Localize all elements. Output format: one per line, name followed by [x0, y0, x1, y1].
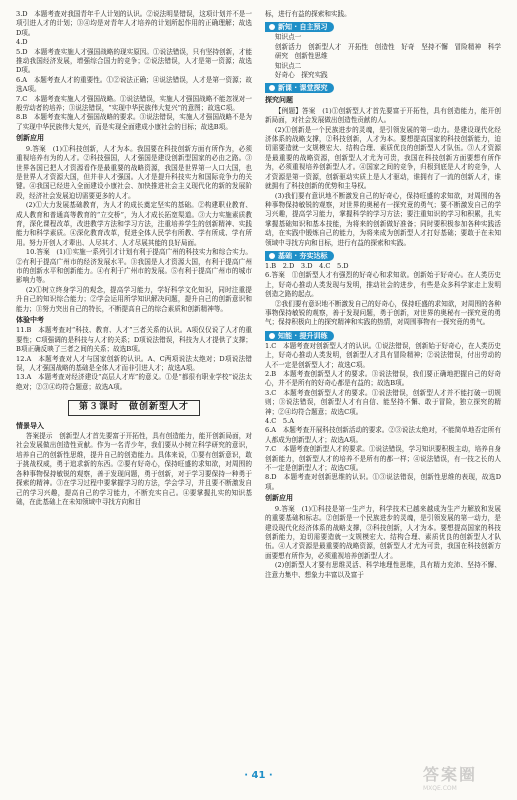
answer-item: 4.C 5.A — [265, 417, 294, 426]
section-title-exam: 体验中考 — [16, 316, 44, 324]
bar-label: 基础 · 夯实达标 — [278, 251, 328, 260]
lesson-heading — [16, 400, 252, 415]
answer-item: 9.答案 (1)①科技是第一生产力，科学技术已越来越成为生产力解放和发展的重要基础和标志。②创新是一个民族进步的灵魂，是引领发展的第一动力，是建设现代化经济体系的战略支撑，③科技创新，人才为本。要想提高国家的科技创新能力，迫切需要造就一支规模宏大、结构合理、素质优良的创新型人才队伍。④人才资源是最重要的战略资源，创新型人才尤为可贵，我国在科技创新方面要想有所作为，必须重视培养创新型人才。 — [265, 504, 501, 560]
bullet-icon — [269, 24, 275, 30]
section-title-explore: 探究问题 — [265, 96, 293, 105]
answer-item: 11.B 本题考查对“科技、教育、人才”三者关系的认识。A项仅仅说了人才的重要性；C项强调的是科技与人才的关系；D项说法错误，科技为人才提供了支撑；B项正确反映了三者之间的关系；故选B项。 — [16, 326, 252, 354]
answer-item: (2)①大力发展基础教育，为人才的成长奠定坚实的基础。②构建职业教育、成人教育和普通高等教育的“立交桥”，为人才成长拓宽渠道。③大力实施素质教育，深化课程改革，改进教学方法和学习方法，注重培养学生的创新精神、实践能力和科学素质。④深化教育改革，促进全体人民学有所教、学有所成、学有所用。努力开创人才辈出、人尽其才、人才尽展其能的良好局面。 — [16, 201, 252, 247]
answer-item: 7.C 本题考查实施人才强国战略。①说法错误，实施人才强国战略不能忽视对一般劳动者的培养；③说法错误，“实现中华民族伟大复兴”的意图；故选C项。 — [16, 94, 252, 113]
answer-item: 4.D — [16, 38, 28, 47]
answer-item: 【例题】答案 (1)①创新型人才首先要富于开拓性，具有创造能力，能开创新局面，对社会发展做出创造性贡献的人。 — [265, 106, 501, 125]
answer-item: ②我们要有意识地不断激发自己的好奇心，保持旺盛的求知欲，对周围的各种事物保持敏锐的观察，善于发现问题，勇于创新，对世界的奥秘有一探究竟的勇气；保持积极向上的探究精神和实践的热情，对周围事物有一探究竟的勇气。 — [265, 299, 501, 327]
answer-item: (2)创新型人才要有思维灵活、科学地理性思维，具有精力充沛、坚持不懈、注意力集中、想象力丰富以及富于 — [265, 561, 501, 579]
answer-item: 12.A 本题考查对人才与国家创新的认识。A、C两项说法太绝对；D项说法错误，人才强国战略的基础是全体人才而非引进人才；故选A项。 — [16, 354, 252, 373]
answer-item: 6.A 本题考查人才的重要性。①②说法正确；④说法错误，人才是第一资源；故选A项。 — [16, 75, 252, 94]
watermark-url: MXQE.COM — [423, 785, 457, 792]
answer-item: 5.D 本题考查实施人才强国战略的现实原因。①说法错误，只有坚持创新，才能推动我国经济发展，增强综合国力的竞争；②说法错误，人才是第一资源；故选D项。 — [16, 47, 252, 75]
bullet-icon — [269, 85, 275, 91]
answer-item: 1.C 本题考查对创新型人才的认识。①说法错误，创新始于好奇心，在人类历史上，好奇心推动人类发明，创新型人才具有冒险精神；②说法错误，付出劳动的人不一定是创新型人才；故选C项。 — [265, 341, 501, 369]
answer-item: (2)①树立终身学习的观念，提高学习能力，学好科学文化知识，同时注重提升自己的知识综合能力；②学会运用所学知识解决问题，提升自己的创新意识和能力；③努力突出自己的特长，不断提高自己的综合素质和创新精神等。 — [16, 285, 252, 313]
answer-item: 6.答案 ①创新型人才有强烈的好奇心和求知欲。创新始于好奇心。在人类历史上，好奇心推动人类发现与发明，推动社会的进步，有些是众多科学家走上发明创造之路的起点。 — [265, 271, 501, 299]
bullet-icon — [269, 333, 275, 339]
page-number: · 41 · — [244, 770, 273, 781]
knowledge-point-answers: 创新活力 创新型人才 开拓性 创造性 好奇 坚持不懈 冒险精神 科学研究 创新性思维 — [274, 42, 501, 61]
answer-item: (3)我们要有意识地不断激发自己的好奇心，保持旺盛的求知欲，对周围的各种事物保持敏锐的观察，对世界的奥秘有一探究竟的勇气；要不断激发自己的学习兴趣，提高学习能力，掌握科学的学习方法；要注重知识的学习和积累，扎实掌握基础知识和基本技能，为将来的创新做好准备；同时要积极参加各种实践活动，在实践中锻炼自己的能力，为将来成为创新型人才打好基础；要敢于在未知领域中寻找方向和目标，进行有益的探索和实践。 — [265, 191, 501, 247]
watermark-text: 答案圈 — [423, 765, 478, 784]
answer-item: 13.A 本题考查对经济建设“高层人才库”的意义。①是“都很有职业学校”说法太绝对；②③④均符合题意；故选A项。 — [16, 373, 252, 391]
answer-item: 7.C 本题考查创新型人才的要求。①说法错误，学习知识要积极主动，培养自身创新能力，创新型人才的培养不是所有的都一样；④说法错误，有一技之长的人不一定是创新型人才；故选C项。 — [265, 445, 501, 473]
answer-item: 6.A 本题考查开展科技创新活动的要求。②③说法太绝对，不能简单地否定所有人都成为创新型人才；故选A项。 — [265, 426, 501, 444]
knowledge-point-title: 知识点一 — [274, 33, 302, 42]
section-bar-improve — [265, 331, 334, 341]
section-bar-explore — [265, 83, 334, 93]
answer-item: 9.答案 (1)①科技创新，人才为本。我国要在科技创新方面有所作为，必须重视培养有为的人才。②科技强国，人才强国是建设创新型国家的必由之路。③世界各国已把人才资源看作是最重要的战略资源，我国是世界第一人口大国，也是世界人才资源大国，但并非人才强国。人才是提升科技实力和国际竞争力的关键。④我国已经进入全面建设小康社会、加快推进社会主义现代化的新的发展阶段，经济社会发展迫切需要更多的人才。 — [16, 144, 252, 200]
answer-item: 3.D 本题考查对我国青年千人计划的认识。②说法明显错误，这项计划并不是一项引进人才的计划；③④均是对青年人才培养的计划所起作用的正确理解；故选D项。 — [16, 10, 252, 37]
knowledge-point-answers: 好奇心 探究实践 — [274, 71, 328, 80]
bar-label: 知能 · 提升训练 — [278, 331, 328, 340]
answer-item: 3.C 本题考查创新型人才的要求。①说法错误，创新型人才并不能打破一切规则；③说法错误，创新型人才有自信、能坚持不懈、敢于冒险，独立探究的精神；②④均符合题意；故选C项。 — [265, 388, 501, 416]
answer-item: 标，进行有益的探索和实践。 — [265, 10, 351, 18]
lesson-title: 第３课时 做创新型人才 — [68, 400, 200, 415]
section-bar-preview — [265, 22, 334, 32]
answer-item: 1.B 2.D 3.D 4.C 5.D — [265, 261, 349, 270]
answer-item: 答案提示 创新型人才首先要富于开拓性，具有创造能力，能开创新局面，对社会发展做出创造性贡献。作为一名青少年，我们要从小树立科学研究的意识，培养自己的创新性思维，提升自己的创造能力。具体来说，①要有创新意识，敢于挑战权威，勇于追求新的东西。②要有好奇心，保持旺盛的求知欲，对周围的各种事物保持敏锐的观察，善于发现问题，勇于创新，对于学习要保持一种勇于探索的精神。③在学习过程中要掌握学习的方法，学会学习，并且要不断激发自己的学习兴趣，提高自己的学习能力，不断充实自己。④要掌握扎实的知识基础，在此基础上在未知领域中寻找方向和目 — [16, 432, 252, 506]
bar-label: 新知 · 自主预习 — [278, 23, 328, 32]
bullet-icon — [269, 253, 275, 259]
right-column — [265, 10, 501, 580]
answer-item: 8.B 本题考查实施人才强国战略的要求。③说法错误，实施人才强国战略不是为了实现中华民族伟大复兴，而是实现全面建成小康社会的目标；故选B项。 — [16, 113, 252, 131]
answer-item: 2.B 本题考查创新型人才的要求。③说法错误，我们要正确地把握自己的好奇心，并不是所有的好奇心都是有益的；故选B项。 — [265, 370, 501, 388]
answer-item: 8.D 本题考查对创新思维的认识。①③说法错误，创新性思维的表现，故选D项。 — [265, 473, 501, 491]
answer-item: 10.答案 (1)①实施一系列引才计划有利于提高广州的科技实力和综合实力。②有利于提高广州市的经济发展水平。③我国是人才资源大国，有利于提高广州市的创新水平和创新能力。④有利于广州市的发展。⑤有利于提高广州市的城市影响力等。 — [16, 248, 252, 285]
bar-label: 新课 · 课堂探究 — [278, 84, 328, 93]
section-title-intro: 情景导入 — [16, 421, 44, 430]
section-title-innovation-2: 创新应用 — [265, 494, 293, 503]
knowledge-point-title: 知识点二 — [274, 61, 302, 70]
section-title-innovation: 创新应用 — [16, 134, 44, 143]
watermark-logo — [423, 762, 503, 792]
section-bar-basic — [265, 251, 334, 261]
answer-item: (2)①创新是一个民族进步的灵魂，是引领发展的第一动力。是建设现代化经济体系的战略支撑，②科技创新，人才为本。要想提高国家的科技创新能力，迫切需要造就一支规模宏大、结构合理、素质优良的创新型人才队伍。③人才资源是最重要的战略资源，创新型人才尤为可贵，我国在科技创新方面要想有所作为，必须重视培养创新型人才。④国家之间的竞争，归根到底是人才的竞争，人才资源是第一资源，创新驱动实质上是人才驱动，谁拥有了一流的创新人才，谁就拥有了科技创新的优势和主导权。 — [265, 125, 501, 191]
left-column — [16, 10, 252, 580]
